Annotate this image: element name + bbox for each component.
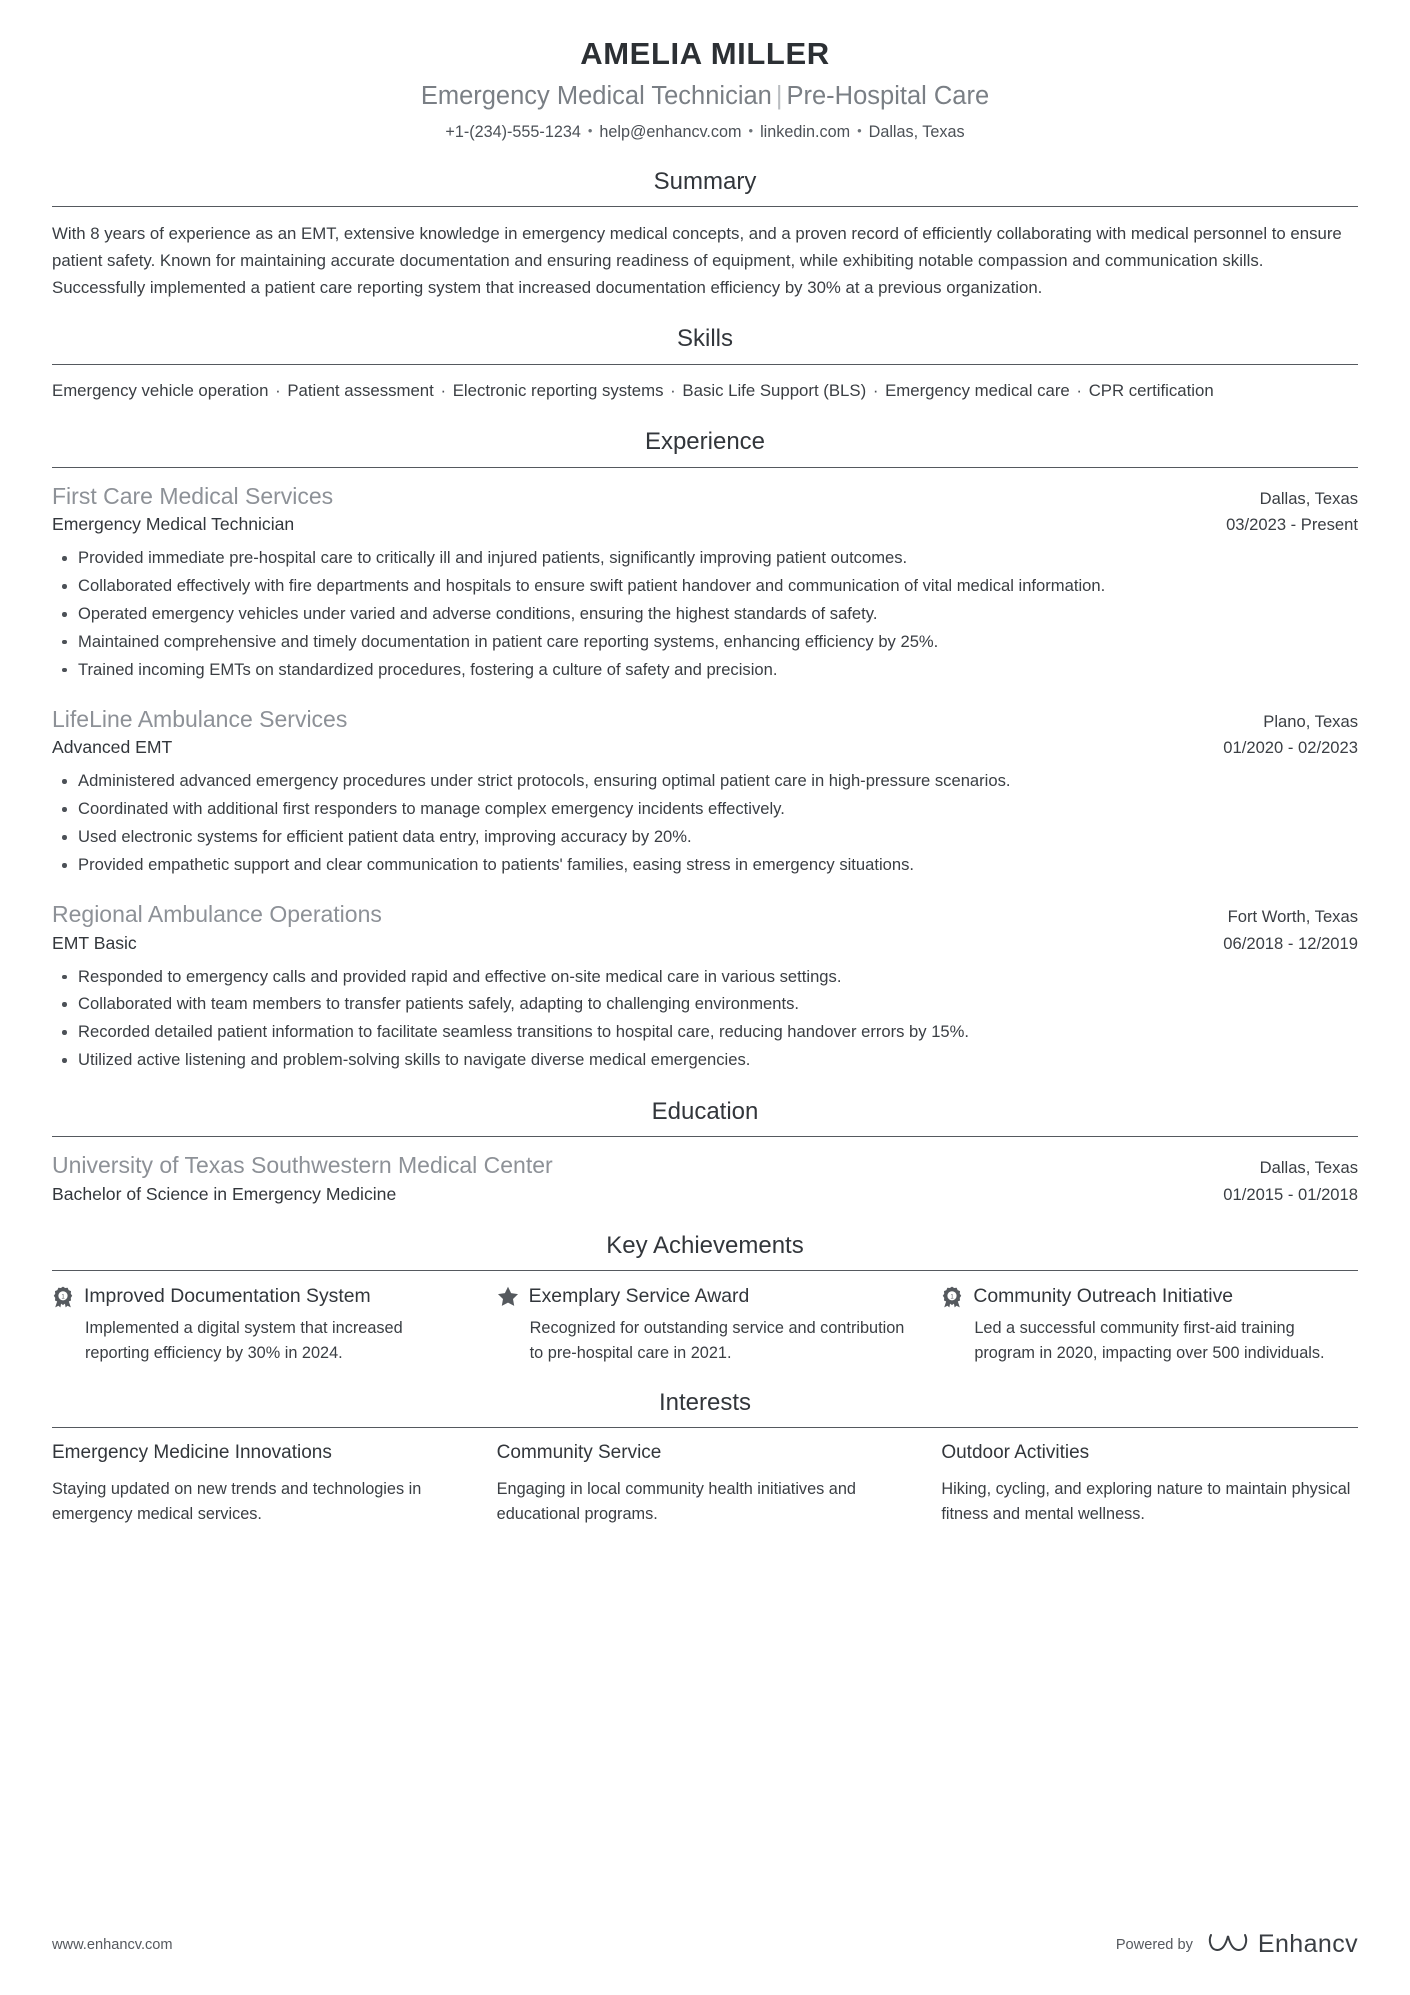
contact-email[interactable]: help@enhancv.com — [599, 122, 742, 141]
experience-entry-header — [52, 704, 1358, 735]
education-date-range: 01/2015 - 01/2018 — [1223, 1185, 1358, 1205]
experience-date-range: 01/2020 - 02/2023 — [1223, 738, 1358, 758]
skill-item: Emergency vehicle operation — [52, 380, 269, 400]
interest-description: Engaging in local community health initiatives and educational programs. — [496, 1480, 856, 1523]
education-institution: University of Texas Southwestern Medical Center — [52, 1152, 553, 1179]
achievement-title: Exemplary Service Award — [528, 1285, 750, 1308]
section-title-skills: Skills — [676, 325, 733, 353]
experience-bullet-list — [52, 964, 1358, 1075]
headline-secondary: Pre-Hospital Care — [786, 81, 990, 110]
experience-entry-header — [52, 899, 1358, 930]
summary-text: With 8 years of experience as an EMT, extensive knowledge in emergency medical concepts, and a proven record of efficiently collaborating with medical personnel to ensure patient safety. Known for maintaining accurate documentation and ensuring readiness of equipment, while exhibiting notable compassion and communication skills. Successfully implemented a patient care reporting system that increased documentation efficiency by 30% at a previous organization. — [52, 223, 1342, 298]
candidate-headline — [52, 78, 1358, 114]
section-experience — [52, 426, 1358, 1074]
skill-separator: · — [1071, 380, 1087, 400]
experience-bullet: Trained incoming EMTs on standardized procedures, fostering a culture of safety and precision. — [52, 657, 1358, 684]
experience-bullet: Collaborated effectively with fire departments and hospitals to ensure swift patient handover and communication of vital medical information. — [52, 573, 1358, 600]
skills-list — [52, 378, 1358, 405]
experience-bullet: Collaborated with team members to transfer patients safely, adapting to challenging environments. — [52, 991, 1358, 1018]
section-title-education: Education — [651, 1098, 759, 1126]
headline-primary: Emergency Medical Technician — [420, 81, 772, 110]
skill-item: CPR certification — [1088, 380, 1214, 400]
skill-item: Electronic reporting systems — [452, 380, 664, 400]
section-title-summary: Summary — [653, 167, 757, 195]
headline-divider: | — [775, 81, 783, 110]
experience-date-range: 06/2018 - 12/2019 — [1223, 933, 1358, 953]
experience-bullet: Used electronic systems for efficient patient data entry, improving accuracy by 20%. — [52, 824, 1358, 851]
interest-item — [497, 1441, 914, 1526]
section-title-achievements: Key Achievements — [606, 1231, 804, 1259]
experience-role: EMT Basic — [52, 932, 137, 953]
experience-entries — [52, 468, 1358, 1074]
achievement-title: Improved Documentation System — [84, 1285, 371, 1308]
experience-bullet-list — [52, 545, 1358, 683]
skill-item: Emergency medical care — [885, 380, 1070, 400]
experience-bullet: Maintained comprehensive and timely documentation in patient care reporting systems, enhancing efficiency by 25%. — [52, 629, 1358, 656]
experience-organization: Regional Ambulance Operations — [52, 900, 382, 927]
achievement-description: Implemented a digital system that increased reporting efficiency by 30% in 2024. — [85, 1319, 403, 1362]
contact-separator: • — [857, 122, 862, 138]
education-entry — [52, 1150, 1358, 1208]
powered-by-label: Powered by — [1115, 1936, 1193, 1953]
achievement-items — [52, 1271, 1358, 1365]
contact-linkedin[interactable]: linkedin.com — [760, 122, 851, 141]
enhancv-logo-icon — [1207, 1928, 1249, 1961]
experience-entry — [52, 481, 1358, 684]
page-footer — [52, 1928, 1358, 1961]
experience-bullet: Provided immediate pre-hospital care to critically ill and injured patients, significantly improving patient outcomes. — [52, 545, 1358, 572]
experience-entry-subheader — [52, 930, 1358, 957]
experience-role: Advanced EMT — [52, 737, 173, 758]
skill-separator: · — [665, 380, 681, 400]
experience-bullet: Recorded detailed patient information to facilitate seamless transitions to hospital care, reducing handover errors by 15%. — [52, 1019, 1358, 1046]
education-degree: Bachelor of Science in Emergency Medicine — [52, 1184, 397, 1205]
experience-organization: First Care Medical Services — [52, 482, 334, 509]
skill-separator: · — [868, 380, 884, 400]
enhancv-wordmark: Enhancv — [1257, 1930, 1358, 1958]
skill-item: Basic Life Support (BLS) — [682, 380, 867, 400]
svg-text:1: 1 — [61, 1294, 65, 1301]
star-icon — [497, 1286, 519, 1310]
interest-description: Hiking, cycling, and exploring nature to maintain physical fitness and mental wellness. — [941, 1480, 1351, 1523]
experience-bullet: Provided empathetic support and clear communication to patients' families, easing stress in emergency situations. — [52, 852, 1358, 879]
resume-header — [52, 34, 1358, 144]
interest-item — [941, 1441, 1358, 1526]
skill-separator: · — [270, 380, 286, 400]
interest-items — [52, 1428, 1358, 1526]
experience-bullet: Utilized active listening and problem-solving skills to navigate diverse medical emergencies. — [52, 1047, 1358, 1074]
achievement-body — [84, 1284, 469, 1365]
experience-organization: LifeLine Ambulance Services — [52, 705, 348, 732]
achievement-title: Community Outreach Initiative — [973, 1285, 1234, 1308]
education-entry-header — [52, 1150, 1358, 1181]
experience-entry-subheader — [52, 734, 1358, 761]
experience-location: Plano, Texas — [1263, 711, 1358, 731]
section-interests — [52, 1387, 1358, 1526]
section-skills — [52, 323, 1358, 404]
achievement-item — [52, 1284, 469, 1365]
contact-separator: • — [587, 122, 593, 138]
experience-bullet: Coordinated with additional first responders to manage complex emergency incidents effectively. — [52, 796, 1358, 823]
interest-item — [52, 1441, 469, 1526]
experience-date-range: 03/2023 - Present — [1226, 515, 1358, 535]
education-entry-subheader — [52, 1181, 1358, 1208]
achievement-body — [529, 1284, 914, 1365]
experience-bullet: Responded to emergency calls and provided rapid and effective on-site medical care in various settings. — [52, 964, 1358, 991]
enhancv-brand — [1207, 1928, 1358, 1961]
achievement-item — [941, 1284, 1358, 1365]
interest-title: Outdoor Activities — [941, 1442, 1090, 1464]
skill-separator: · — [435, 380, 451, 400]
education-location: Dallas, Texas — [1259, 1158, 1358, 1178]
experience-role: Emergency Medical Technician — [52, 514, 295, 535]
experience-entry-header — [52, 481, 1358, 512]
achievement-body — [973, 1284, 1358, 1365]
section-summary — [52, 166, 1358, 302]
svg-text:1: 1 — [950, 1294, 954, 1301]
experience-entry-subheader — [52, 511, 1358, 538]
interest-description: Staying updated on new trends and technologies in emergency medical services. — [52, 1480, 422, 1523]
contact-separator: • — [748, 122, 754, 138]
award-ribbon-icon — [941, 1286, 963, 1310]
footer-website-url[interactable]: www.enhancv.com — [52, 1936, 173, 1953]
experience-location: Fort Worth, Texas — [1227, 906, 1358, 926]
achievement-description: Recognized for outstanding service and contribution to pre-hospital care in 2021. — [529, 1319, 905, 1362]
award-ribbon-icon — [52, 1286, 74, 1310]
section-title-interests: Interests — [658, 1389, 752, 1417]
skill-item: Patient assessment — [287, 380, 434, 400]
section-education — [52, 1096, 1358, 1208]
experience-bullet: Operated emergency vehicles under varied and adverse conditions, ensuring the highest standards of safety. — [52, 601, 1358, 628]
achievement-item — [497, 1284, 914, 1365]
section-key-achievements — [52, 1230, 1358, 1365]
experience-entry — [52, 899, 1358, 1074]
experience-bullet-list — [52, 768, 1358, 879]
achievement-description: Led a successful community first-aid training program in 2020, impacting over 500 individuals. — [974, 1319, 1325, 1362]
candidate-name: AMELIA MILLER — [580, 36, 830, 71]
experience-entry — [52, 704, 1358, 879]
contact-location: Dallas, Texas — [868, 122, 965, 141]
interest-title: Community Service — [496, 1442, 662, 1464]
experience-bullet: Administered advanced emergency procedures under strict protocols, ensuring optimal patient care in high-pressure scenarios. — [52, 768, 1358, 795]
education-entries — [52, 1137, 1358, 1208]
contact-phone: +1-(234)-555-1234 — [445, 122, 581, 141]
contact-line — [52, 121, 1358, 144]
experience-location: Dallas, Texas — [1259, 488, 1358, 508]
interest-title: Emergency Medicine Innovations — [52, 1442, 332, 1464]
section-title-experience: Experience — [644, 428, 766, 456]
